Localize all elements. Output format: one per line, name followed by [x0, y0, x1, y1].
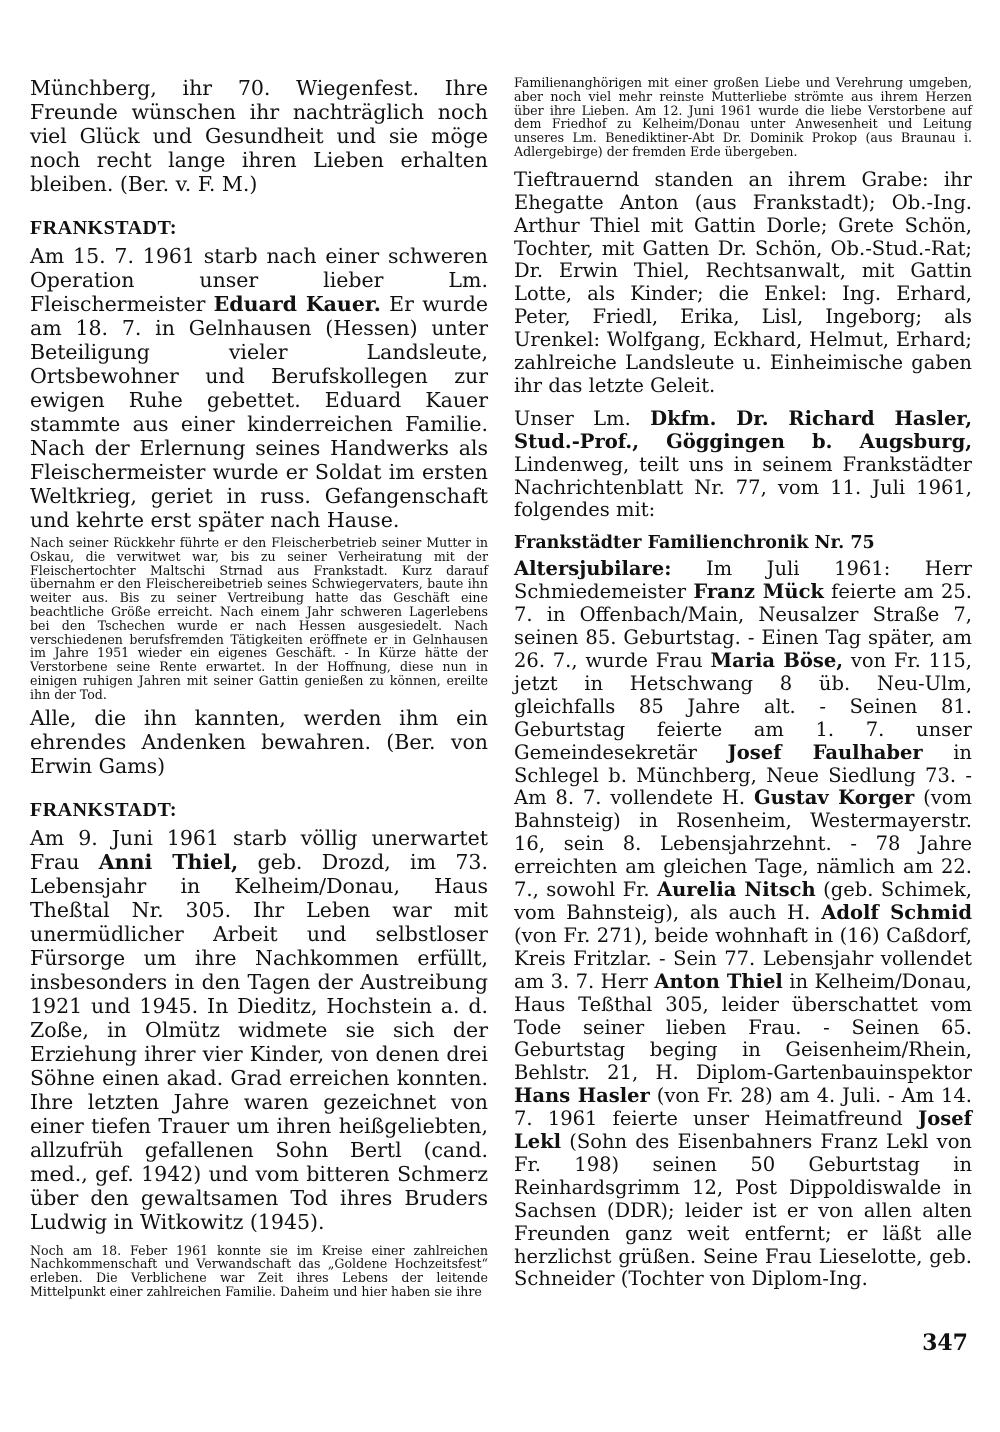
person-name: Josef Lekl — [514, 1107, 972, 1154]
hasler-text: Unser Lm. — [514, 406, 651, 430]
chronik-text: in Schlegel b. Münchberg, Neue Siedlung 73. - Am 8. 7. vollendete H. — [514, 740, 972, 810]
chronik-paragraph — [514, 558, 972, 1291]
section-heading: FRANKSTADT: — [30, 798, 177, 821]
thiel-small-paragraph: Noch am 18. Feber 1961 konnte sie im Kreise einer zahlreichen Nachkommenschaft und Verwandschaft das „Goldene Hochzeitsfest“ erleben. Die Verblichene war Zeit ihres Lebens der leitende Mittelpunkt einer zahlreichen Familie. Daheim und hier haben sie ihre — [30, 1242, 488, 1299]
chronik-text: (Sohn des Eisenbahners Franz Lekl von Fr. 198) seinen 50 Geburtstag in Reinhardsgrimm 12, Post Dippoldiswalde in Sachsen (DDR); leider ist er von allen alten Freunden ganz weit entfernt; er läßt alle herzlichst grüßen. Seine Frau Lieselotte, geb. Schneider (Tochter von Diplom-Ing. — [514, 1130, 972, 1291]
hasler-name: Dkfm. Dr. Richard Hasler, Stud.-Prof., Göggingen b. Augsburg, — [514, 406, 973, 453]
chronik-text: (von Fr. 28) am 4. Juli. - Am 14. 7. 1961 feierte unser Heimatfreund — [514, 1084, 972, 1131]
left-column — [30, 76, 488, 1299]
chronik-text: Im Juli 1961: Herr Schmiedemeister — [514, 557, 972, 604]
person-name: Aurelia Nitsch — [656, 878, 816, 902]
chronik-text: (vom Bahnsteig) in Rosenheim, Westermayerstr. 16, sein 8. Lebensjahrzehnt. - 78 Jahre erreichten am gleichen Tage, nämlich am 22. 7., sowohl Fr. — [514, 786, 972, 902]
alters-label: Altersjubilare: — [514, 557, 672, 581]
chronik-text: (von Fr. 271), beide wohnhaft in (16) Caßdorf, Kreis Fritzlar. - Sein 77. Lebensjahr vollendet am 3. 7. Herr — [514, 923, 972, 993]
chronik-text: feierte am 25. 7. in Offenbach/Main, Neusalzer Straße 7, seinen 85. Geburtstag. - Einen Tag später, am 26. 7., wurde Frau — [514, 580, 972, 672]
kauer-text: Am 15. 7. 1961 starb nach einer schweren Operation unser lieber Lm. Fleischermeister — [30, 244, 488, 316]
kauer-closing-paragraph: Alle, die ihn kannten, werden ihm ein ehrendes Andenken bewahren. (Ber. von Erwin Gams) — [30, 705, 488, 778]
page-number: 347 — [922, 1330, 968, 1356]
chronik-text: (geb. Schimek, vom Bahnsteig), als auch H. — [514, 878, 972, 924]
hasler-text-cont: Lindenweg, teilt uns in seinem Frankstädter Nachrichtenblatt Nr. 77, vom 11. Juli 1961, folgendes mit: — [514, 452, 972, 522]
kauer-paragraph — [30, 244, 488, 532]
funeral-small-paragraph: Familienanghörigen mit einer großen Liebe und Verehrung umgeben, aber noch viel mehr reinste Mutterliebe strömte aus ihrem Herzen über ihre Lieben. Am 12. Juni 1961 wurde die liebe Verstorbene auf dem Friedhof zu Kelheim/Donau unter Anwesenheit und Leitung unseres Lm. Benediktiner-Abt Dr. Dominik Prokop (aus Braunau i. Adlergebirge) der fremden Erde übergeben. — [514, 75, 972, 159]
chronik-title: Frankstädter Familienchronik Nr. 75 — [514, 533, 875, 554]
thiel-paragraph — [30, 826, 488, 1234]
thiel-name: Anni Thiel, — [98, 849, 239, 874]
chronik-text: in Kelheim/Donau, Haus Teßthal 305, leider überschattet vom Tode seiner lieben Frau. - Seinen 65. Geburtstag beging in Geisenheim/Rhein, Behlstr. 21, H. Diplom-Gartenbauinspektor — [514, 969, 972, 1085]
person-name: Adolf Schmid — [821, 900, 972, 924]
chronik-text: von Fr. 115, jetzt in Hetschwang 8 üb. Neu-Ulm, gleichfalls 85 Jahre alt. - Seinen 81. Geburtstag feierte am 1. 7. unser Gemeindesekretär — [514, 649, 972, 764]
person-name: Hans Hasler — [514, 1084, 650, 1108]
person-name: Gustav Korger — [753, 786, 915, 810]
person-name: Franz Mück — [693, 580, 824, 604]
person-name: Josef Faulhaber — [727, 740, 923, 764]
intro-paragraph: Münchberg, ihr 70. Wiegenfest. Ihre Freunde wünschen ihr nachträglich noch viel Glück und Gesundheit und sie möge noch recht lange ihren Lieben erhalten bleiben. (Ber. v. F. M.) — [30, 76, 488, 196]
mourners-paragraph: Tieftrauernd standen an ihrem Grabe: ihr Ehegatte Anton (aus Frankstadt); Ob.-Ing. Arthur Thiel mit Gattin Dorle; Grete Schön, Tochter, mit Gatten Dr. Schön, Ob.-Stud.-Rat; Dr. Erwin Thiel, Rechtsanwalt, mit Gattin Lotte, als Kinder; die Enkel: Ing. Erhard, Peter, Friedl, Erika, Lisl, Ingeborg; als Urenkel: Wolfgang, Eckhard, Helmut, Erhard; zahlreiche Landsleute u. Einheimische gaben ihr das letzte Geleit. — [514, 167, 972, 397]
thiel-text: Am 9. Juni 1961 starb völlig unerwartet Frau — [30, 825, 488, 874]
kauer-small-paragraph: Nach seiner Rückkehr führte er den Fleischerbetrieb seiner Mutter in Oskau, die verwitwet war, bis zu seiner Verheiratung mit der Fleischertochter Maltschi Strnad aus Frankstadt. Kurz darauf übernahm er den Fleischereibetrieb seines Schwiegervaters, baute ihn weiter aus. Bis zu seiner Vertreibung hatte das Geschäft eine beachtliche Größe erreicht. Nach einem Jahr schweren Lagerlebens bei den Tschechen wurde er nach Hessen ausgesiedelt. Nach verschiedenen berufsfremden Tätigkeiten eröffnete er in Gelnhausen im Jahre 1951 wieder ein eigenes Geschäft. - In Kürze hätte der Verstorbene seine Rente erwartet. In der Hoffnung, diese nun in einigen ruhigen Jahren mit seiner Gattin genießen zu können, ereilte ihn der Tod. — [30, 535, 488, 702]
thiel-text-cont: geb. Drozd, im 73. Lebensjahr in Kelheim/Donau, Haus Theßtal Nr. 305. Ihr Leben war mit unermüdlicher Arbeit und selbstloser Fürsorge um ihre Nachkommen erfüllt, insbesonders in den Tagen der Austreibung 1921 und 1945. In Dieditz, Hochstein a. d. Zoße, in Olmütz widmete sie sich der Erziehung ihrer vier Kinder, von denen drei Söhne einen akad. Grad erreichen konnten. Ihre letzten Jahre waren gezeichnet von einer tiefen Trauer um ihren heißgeliebten, allzufrüh gefallenen Sohn Bertl (cand. med., gef. 1942) und vom bitteren Schmerz über den gewaltsamen Tod ihres Bruders Ludwig in Witkowitz (1945). — [30, 849, 488, 1234]
person-name: Maria Böse, — [710, 649, 844, 672]
kauer-name: Eduard Kauer. — [213, 292, 381, 316]
hasler-paragraph — [514, 408, 972, 523]
kauer-text-cont: Er wurde am 18. 7. in Gelnhausen (Hessen) unter Beteiligung vieler Landsleute, Ortsbewohner und Berufskollegen zur ewigen Ruhe gebettet. Eduard Kauer stammte aus einer kinderreichen Familie. Nach der Erlernung seines Handwerks als Fleischermeister wurde er Soldat im ersten Weltkrieg, geriet in russ. Gefangenschaft und kehrte erst später nach Hause. — [30, 292, 488, 532]
right-column — [514, 76, 972, 1291]
section-heading: FRANKSTADT: — [30, 217, 177, 239]
person-name: Anton Thiel — [654, 969, 783, 993]
